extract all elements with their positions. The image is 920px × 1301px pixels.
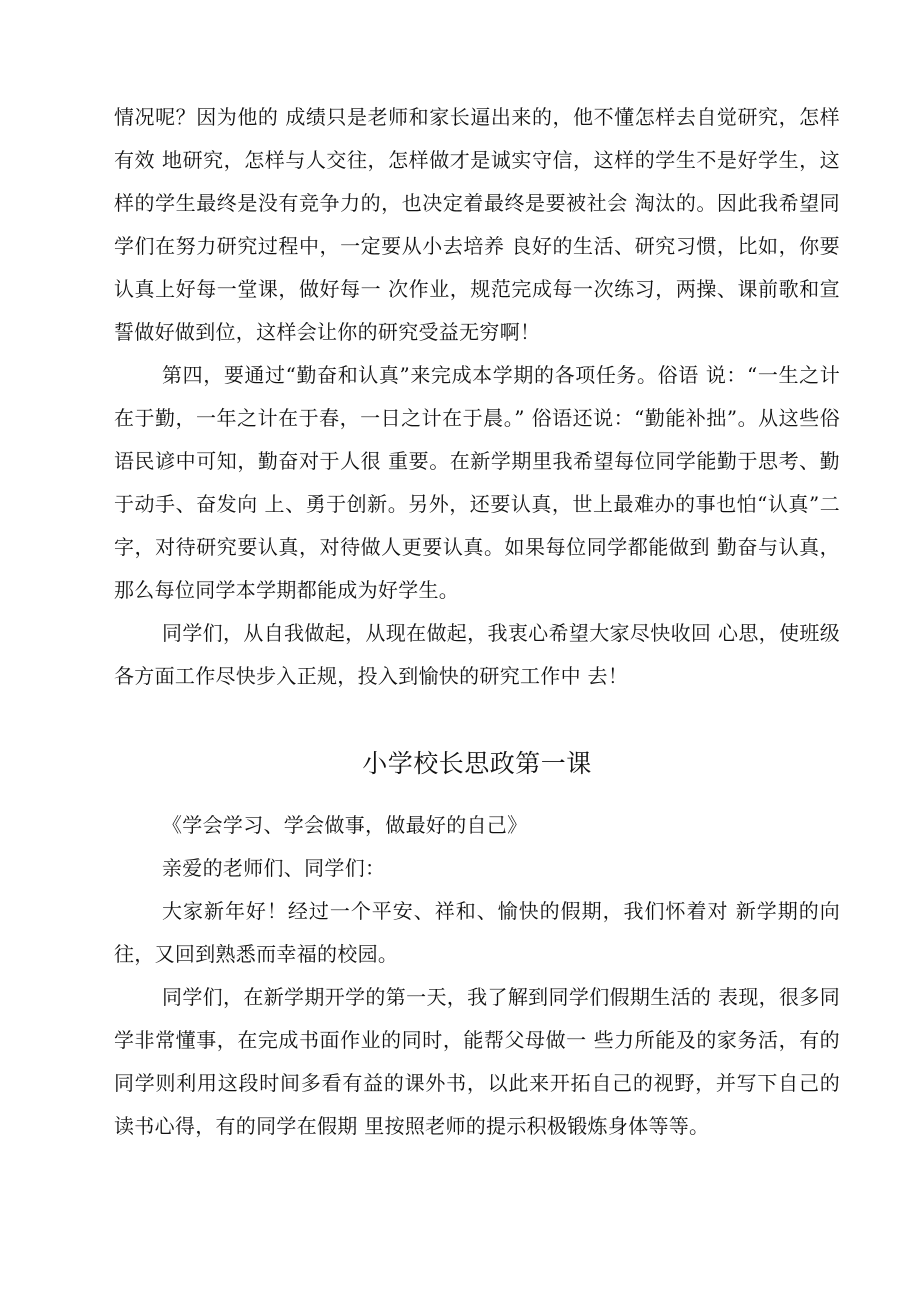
speech-greeting: 亲爱的老师们、同学们： <box>162 856 386 880</box>
paragraph-closing: 同学们，从自我做起，从现在做起，我衷心希望大家尽快收回 心思，使班级各方面工作尽快步入正规，投入到愉快的研究工作中 去！ <box>114 621 840 688</box>
paragraph-diligence: 第四，要通过“勤奋和认真”来完成本学期的各项任务。俗语 说：“一生之计在于勤，一年之计在于春，一日之计在于晨。” 俗语还说：“勤能补拙”。从这些俗语民谚中可知，勤奋对于人很 重要。在新学期里我希望每位同学能勤于思考、勤于动手、奋发向 上、勇于创新。另外，还要认真，世上最难办的事也怕“认真”二 字，对待研究要认真，对待做人更要认真。如果每位同学都能做到 勤奋与认真，那么每位同学本学期都能成为好学生。 <box>114 363 840 602</box>
document-page <box>114 96 840 1148</box>
paragraph-new-year: 大家新年好！经过一个平安、祥和、愉快的假期，我们怀着对 新学期的向往，又回到熟悉而幸福的校园。 <box>114 899 840 966</box>
paragraph-study-habits: 情况呢？因为他的 成绩只是老师和家长逼出来的，他不懂怎样去自觉研究，怎样有效 地研究，怎样与人交往，怎样做才是诚实守信，这样的学生不是好学生，这样的学生最终是没有竞争力的，也决定着最终是要被社会 淘汰的。因此我希望同学们在努力研究过程中，一定要从小去培养 良好的生活、研究习惯，比如，你要认真上好每一堂课，做好每一 次作业，规范完成每一次练习，两操、课前歌和宣誓做好做到位，这样会让你的研究受益无穷啊！ <box>114 105 840 344</box>
speech-subtitle: 《学会学习、学会做事，做最好的自己》 <box>162 813 528 837</box>
paragraph-holiday-behavior: 同学们，在新学期开学的第一天，我了解到同学们假期生活的 表现，很多同学非常懂事，在完成书面作业的同时，能帮父母做一 些力所能及的家务活，有的同学则利用这段时间多看有益的课外书，以此来开拓自己的视野，并写下自己的读书心得，有的同学在假期 里按照老师的提示积极锻炼身体等等。 <box>114 985 840 1138</box>
section-title: 小学校长思政第一课 <box>362 749 592 778</box>
